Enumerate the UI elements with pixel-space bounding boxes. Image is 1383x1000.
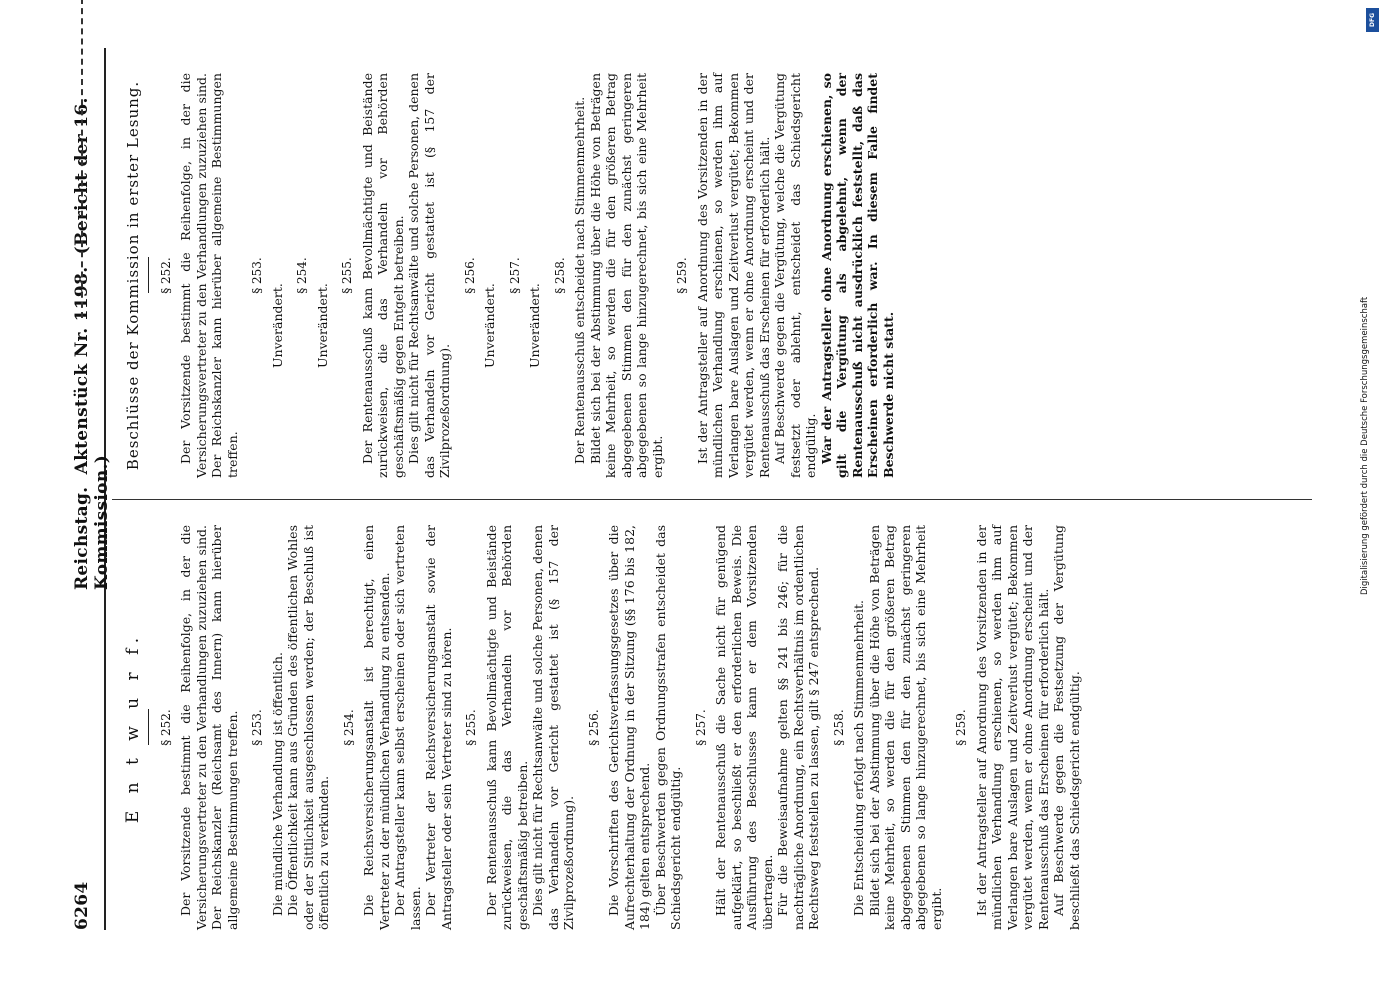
draft-column xyxy=(112,525,1082,930)
paragraph: Die mündliche Verhandlung ist öffentlich. xyxy=(269,652,285,916)
paragraph: Bildet sich bei der Abstimmung über die Höhe von Beträgen keine Mehrheit, so werden die für den größeren Betrag abgegebenen Stimmen den für den zunächst geringeren abgegebenen so lange hinzugerechnet, bis sich eine Mehrheit ergibt. xyxy=(866,525,944,930)
running-head xyxy=(72,48,112,930)
section-number: § 252. xyxy=(158,257,173,294)
resolutions-column xyxy=(112,73,896,478)
paragraph: Der Vertreter der Reichsversicherungsanstalt sowie der Antragsteller oder sein Vertreter sind zu hören. xyxy=(423,525,454,930)
section-number: § 258. xyxy=(552,257,567,294)
paragraph: Bildet sich bei der Abstimmung über die Höhe von Beträgen keine Mehrheit, so werden die für den größeren Betrag abgegebenen Stimmen den für den zunächst geringeren abgegebenen so lange hinzugerechnet, bis sich eine Mehrheit ergibt. xyxy=(587,73,665,478)
paragraph: Der Rentenausschuß entscheidet nach Stimmenmehrheit. xyxy=(572,96,587,464)
section-number: § 252. xyxy=(158,709,173,746)
parliament-label: Reichstag. xyxy=(72,486,92,590)
paragraph: Über Beschwerden gegen Ordnungsstrafen entscheidet das Schiedsgericht endgültig. xyxy=(652,525,683,930)
section-number: § 253. xyxy=(250,257,264,294)
section-number: § 254. xyxy=(295,257,309,294)
paragraph: Die Vorschriften des Gerichtsverfassungsgesetzes über die Aufrechterhaltung der Ordnung in der Sitzung (§§ 176 bis 182, 184) gelten entsprechend. xyxy=(606,525,652,930)
unchanged-note: Unverändert. xyxy=(269,283,285,368)
paragraph: Die Entscheidung erfolgt nach Stimmenmehrheit. xyxy=(851,599,866,916)
unchanged-note: Unverändert. xyxy=(314,283,330,368)
section-number: § 259. xyxy=(675,257,689,294)
heading-rule xyxy=(148,258,149,294)
report-label: (Bericht der 16. Kommission.) xyxy=(72,97,112,590)
section-number: § 253. xyxy=(250,709,264,746)
paragraph: Der Rentenausschuß kann Bevollmächtigte und Beistände zurückweisen, die das Verhandeln vor Behörden geschäftsmäßig betreiben. xyxy=(483,525,530,930)
section-number: § 259. xyxy=(954,709,968,746)
paragraph: Die Reichsversicherungsanstalt ist berechtigt, einen Vertreter zu der mündlichen Verhandlung zu entsenden. xyxy=(361,525,392,930)
paragraph: Die Öffentlichkeit kann aus Gründen des öffentlichen Wohles oder der Sittlichkeit ausgeschlossen werden; der Beschluß ist öffentlich zu verkünden. xyxy=(285,525,331,930)
dfg-logo: DFG xyxy=(1366,8,1379,32)
paragraph: Der Vorsitzende bestimmt die Reihenfolge, in der die Versicherungsvertreter zu den Verhandlungen zuzuziehen sind. Der Reichskanzler (Reichsamt des Innern) kann hierüber allgemeine Bestimmungen treffen. xyxy=(178,525,240,930)
paragraph: Dies gilt nicht für Rechtsanwälte und solche Personen, denen das Verhandeln vor Gericht gestattet ist (§ 157 der Zivilprozeßordnung). xyxy=(530,525,576,930)
decorative-dash-rule xyxy=(81,0,83,318)
heading-rule xyxy=(148,710,149,746)
column-divider xyxy=(112,499,1312,500)
section-number: § 257. xyxy=(507,257,522,294)
document-number: Aktenstück Nr. 1198. xyxy=(72,266,92,475)
running-title xyxy=(72,48,112,590)
resolutions-heading: Beschlüsse der Kommission in erster Lesung. xyxy=(124,80,142,471)
unchanged-note: Unverändert. xyxy=(527,283,542,368)
amendment-paragraph: War der Antragsteller ohne Anordnung erschienen, so gilt die Vergütung als abgelehnt, wenn der Rentenausschuß nicht ausdrücklich feststellt, daß das Erscheinen erforderlich war. In diesem Falle findet Beschwerde nicht statt. xyxy=(818,73,896,478)
paragraph: Auf Beschwerde gegen die Vergütung, welche die Vergütung festsetzt oder ablehnt, entscheidet das Schiedsgericht endgültig. xyxy=(772,73,818,478)
section-number: § 258. xyxy=(831,709,846,746)
section-number: § 256. xyxy=(586,709,601,746)
section-number: § 255. xyxy=(464,709,478,746)
section-number: § 256. xyxy=(462,257,477,294)
paragraph: Der Antragsteller kann selbst erscheinen oder sich vertreten lassen. xyxy=(392,525,423,930)
page-number: 6264 xyxy=(72,881,92,930)
section-number: § 255. xyxy=(340,257,354,294)
draft-heading: E n t w u r f. xyxy=(123,631,143,824)
section-number: § 254. xyxy=(341,709,356,746)
section-number: § 257. xyxy=(693,709,708,746)
paragraph: Dies gilt nicht für Rechtsanwälte und solche Personen, denen das Verhandeln vor Gericht gestattet ist (§ 157 der Zivilprozeßordnung). xyxy=(406,73,452,478)
paragraph: Der Rentenausschuß kann Bevollmächtigte und Beistände zurückweisen, die das Verhandeln vor Behörden geschäftsmäßig gegen Entgelt betreiben. xyxy=(359,73,406,478)
paragraph: Ist der Antragsteller auf Anordnung des Vorsitzenden in der mündlichen Verhandlung erschienen, so werden ihm auf Verlangen bare Auslagen und Zeitverlust vergütet; Bekommen vergütet werden, wenn er ohne Anordnung erscheint und der Rentenausschuß das Erscheinen für erforderlich hält. xyxy=(694,73,772,478)
paragraph: Ist der Antragsteller auf Anordnung des Vorsitzenden in der mündlichen Verhandlung erschienen, so werden ihm auf Verlangen bare Auslagen und Zeitverlust vergütet; Bekommen vergütet werden, wenn er ohne Anordnung erscheint und der Rentenausschuß das Erscheinen für erforderlich hält. xyxy=(973,525,1051,930)
paragraph: Auf Beschwerde gegen die Festsetzung der Vergütung beschließt das Schiedsgericht endgültig. xyxy=(1051,525,1082,930)
unchanged-note: Unverändert. xyxy=(482,283,497,368)
paragraph: Der Vorsitzende bestimmt die Reihenfolge, in der die Versicherungsvertreter zu den Verhandlungen zuzuziehen sind. Der Reichskanzler kann hierüber allgemeine Bestimmungen treffen. xyxy=(178,73,240,478)
digitization-credit: Digitalisierung gefördert durch die Deutsche Forschungsgemeinschaft xyxy=(1360,296,1370,595)
paragraph: Für die Beweisaufnahme gelten §§ 241 bis 246; für die nachträgliche Anordnung, ein Rechtsverhältnis im ordentlichen Rechtsweg feststellen zu lassen, gilt § 247 entsprechend. xyxy=(775,525,821,930)
paragraph: Hält der Rentenausschuß die Sache nicht für genügend aufgeklärt, so beschließt er den erforderlichen Beweis. Die Ausführung des Beschlusses kann er dem Vorsitzenden übertragen. xyxy=(713,525,775,930)
